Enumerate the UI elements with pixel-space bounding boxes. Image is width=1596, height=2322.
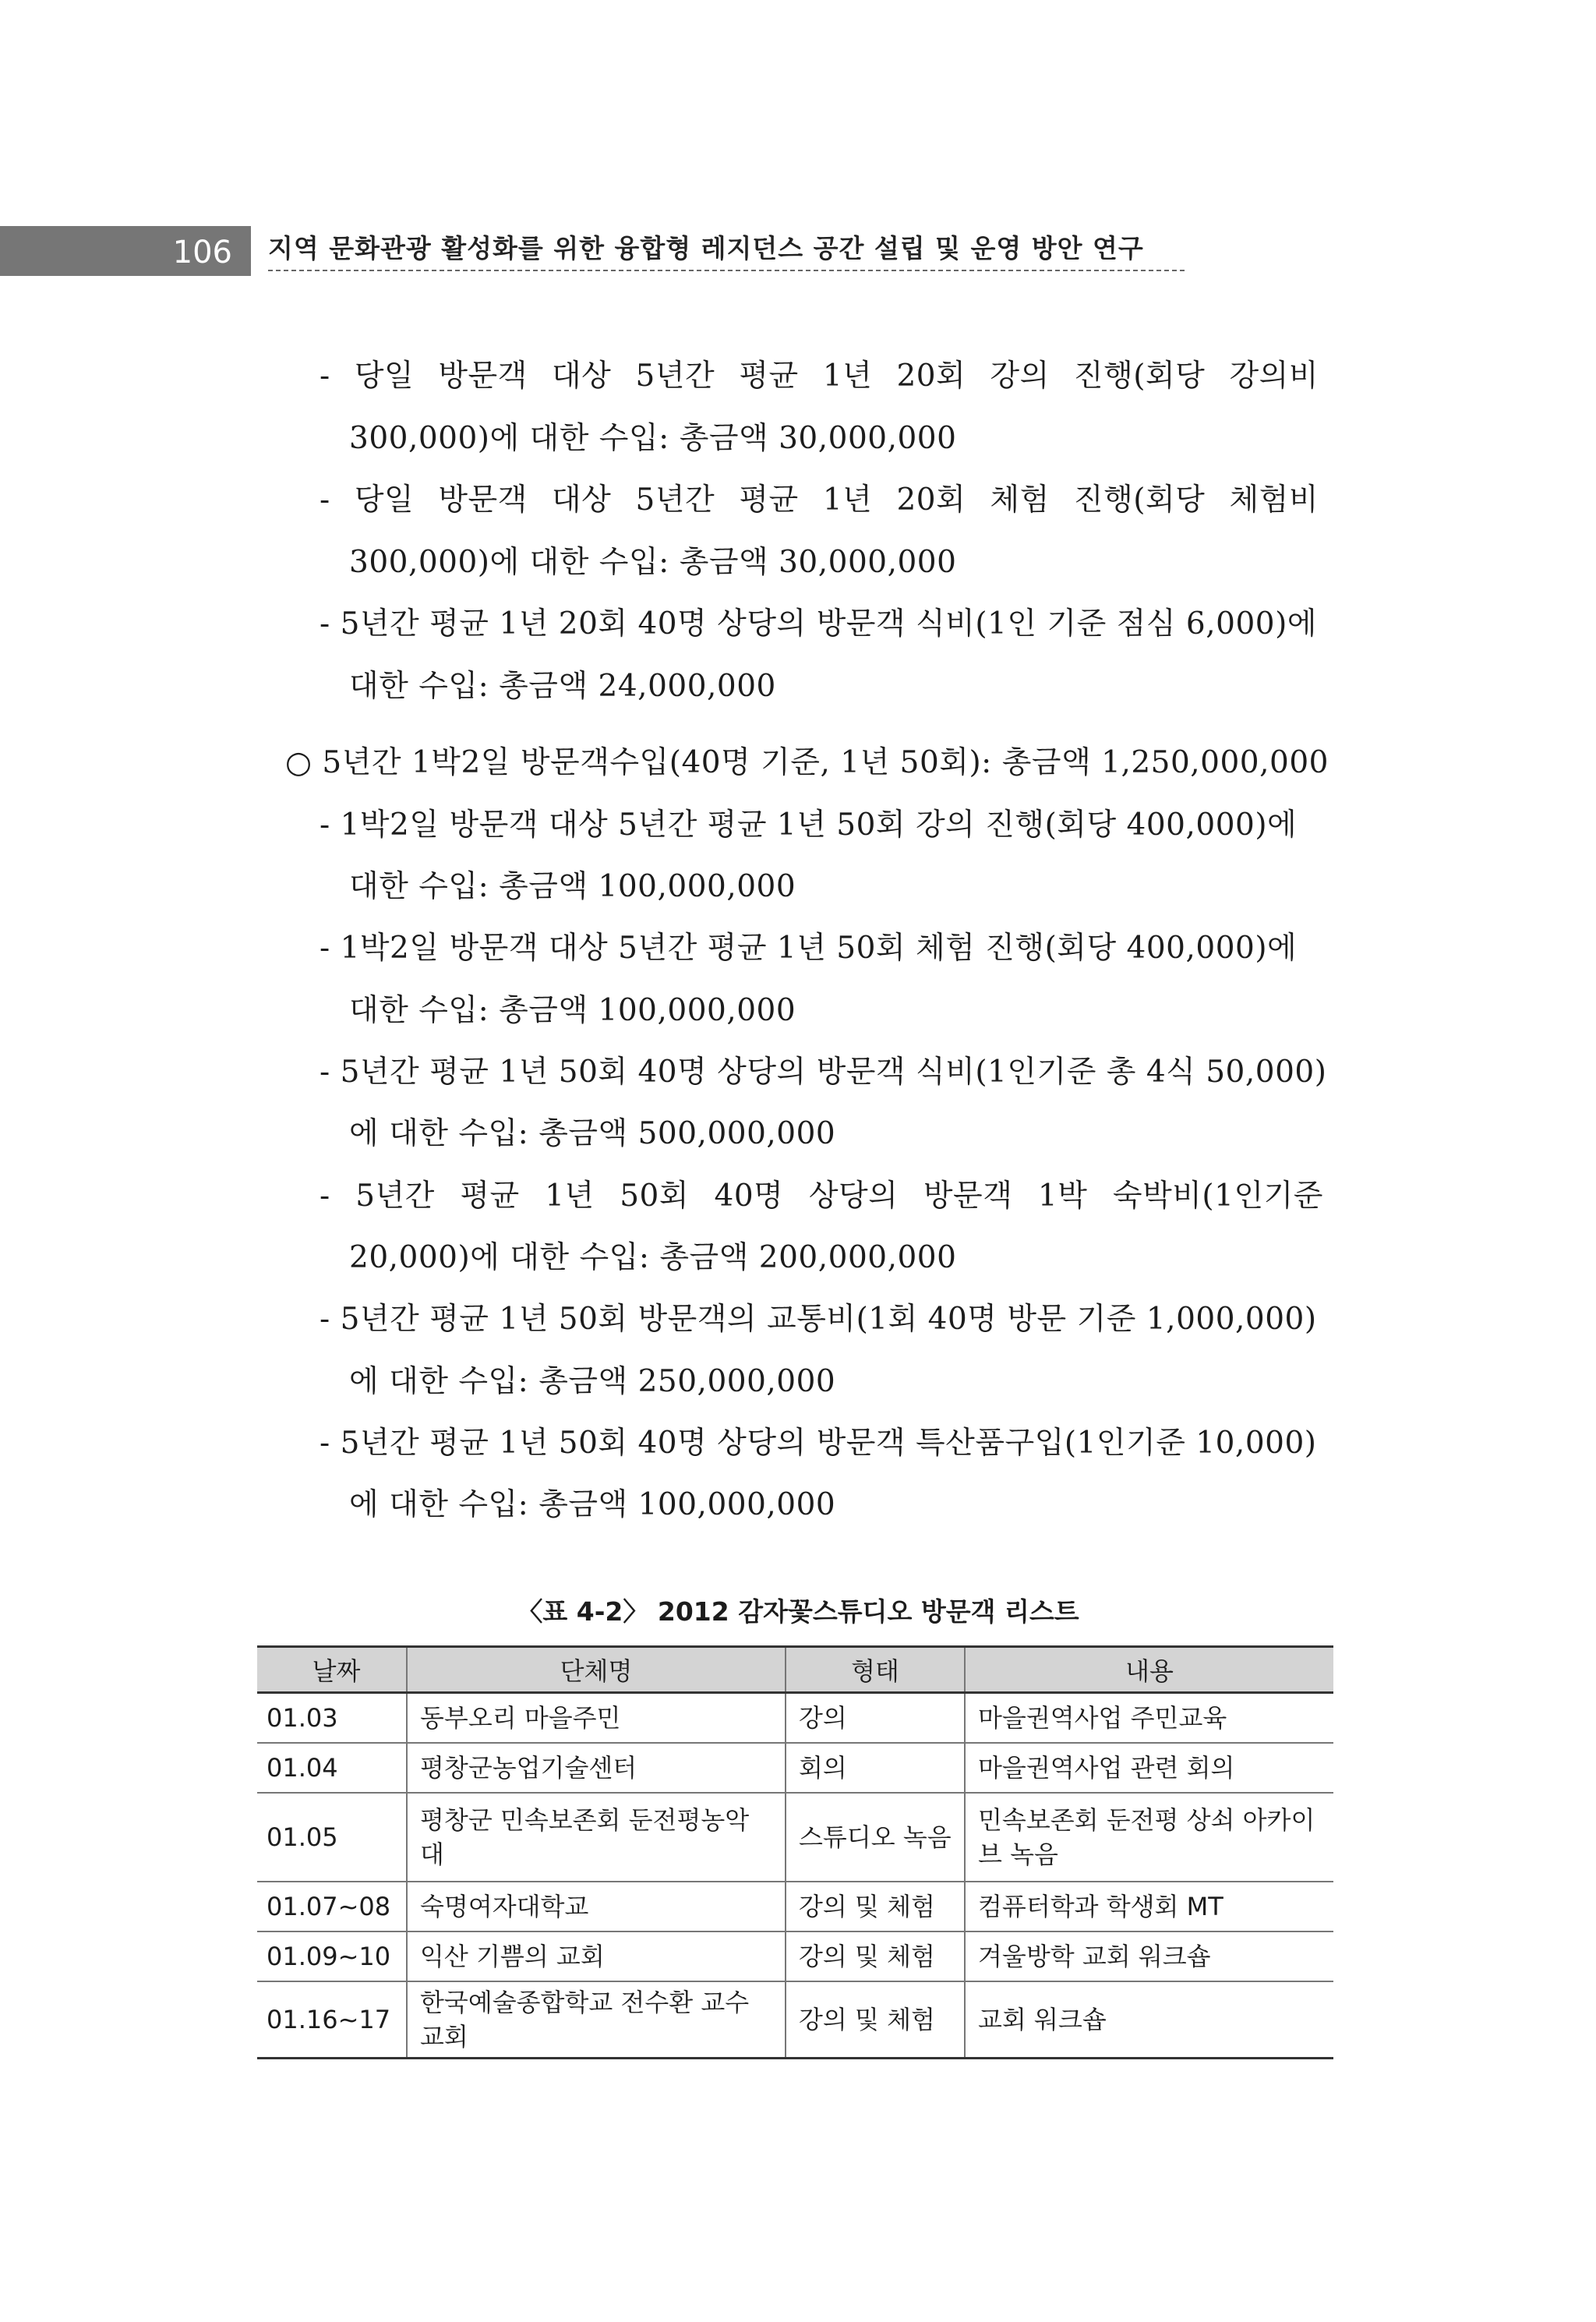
cell-content: 민속보존회 둔전평 상쇠 아카이브 녹음 (965, 1793, 1333, 1882)
bullet-line-5: - 5년간 평균 1년 20회 40명 상당의 방문객 식비(1인 기준 점심 6,000)에 (320, 606, 1317, 641)
cell-date: 01.09~10 (257, 1931, 407, 1981)
header-group: 단체명 (407, 1647, 786, 1693)
cell-date: 01.07~08 (257, 1882, 407, 1931)
cell-type: 강의 및 체험 (786, 1882, 965, 1931)
cell-type: 강의 및 체험 (786, 1981, 965, 2059)
cell-type: 강의 (786, 1693, 965, 1744)
cell-group: 숙명여자대학교 (407, 1882, 786, 1931)
header-type: 형태 (786, 1647, 965, 1693)
bullet-line-19: 에 대한 수입: 총금액 100,000,000 (349, 1487, 836, 1522)
cell-date: 01.04 (257, 1743, 407, 1793)
visitor-table (257, 1645, 1333, 2059)
bullet-line-15: 20,000)에 대한 수입: 총금액 200,000,000 (349, 1240, 957, 1275)
bullet-line-10: - 1박2일 방문객 대상 5년간 평균 1년 50회 체험 진행(회당 400,000)에 (320, 931, 1298, 966)
bullet-line-8: - 1박2일 방문객 대상 5년간 평균 1년 50회 강의 진행(회당 400,000)에 (320, 808, 1298, 843)
bullet-line-12: - 5년간 평균 1년 50회 40명 상당의 방문객 식비(1인기준 총 4식 50,000) (320, 1055, 1327, 1090)
bullet-line-11: 대한 수입: 총금액 100,000,000 (349, 993, 796, 1028)
bullet-line-14: - 5년간 평균 1년 50회 40명 상당의 방문객 1박 숙박비(1인기준 (320, 1179, 1323, 1214)
cell-group: 동부오리 마을주민 (407, 1693, 786, 1744)
cell-type: 강의 및 체험 (786, 1931, 965, 1981)
running-title: 지역 문화관광 활성화를 위한 융합형 레지던스 공간 설립 및 운영 방안 연구 (268, 231, 1185, 271)
table-row (257, 1743, 1333, 1793)
cell-date: 01.16~17 (257, 1981, 407, 2059)
cell-group: 평창군농업기술센터 (407, 1743, 786, 1793)
table-row (257, 1693, 1333, 1744)
cell-content: 마을권역사업 주민교육 (965, 1693, 1333, 1744)
cell-group: 한국예술종합학교 전수환 교수 교회 (407, 1981, 786, 2059)
table-header-row (257, 1647, 1333, 1693)
table-caption: 〈표 4-2〉 2012 감자꽃스튜디오 방문객 리스트 (517, 1596, 1079, 1627)
bullet-line-9: 대한 수입: 총금액 100,000,000 (349, 869, 796, 904)
cell-content: 마을권역사업 관련 회의 (965, 1743, 1333, 1793)
bullet-line-13: 에 대한 수입: 총금액 500,000,000 (349, 1116, 836, 1151)
table-row (257, 1931, 1333, 1981)
table-row (257, 1793, 1333, 1882)
cell-content: 겨울방학 교회 워크숍 (965, 1931, 1333, 1981)
bullet-line-3: - 당일 방문객 대상 5년간 평균 1년 20회 체험 진행(회당 체험비 (320, 482, 1319, 518)
section-line-7: ○ 5년간 1박2일 방문객수입(40명 기준, 1년 50회): 총금액 1,250,000,000 (285, 745, 1329, 780)
header-content: 내용 (965, 1647, 1333, 1693)
bullet-line-2: 300,000)에 대한 수입: 총금액 30,000,000 (349, 421, 957, 456)
cell-content: 교회 워크숍 (965, 1981, 1333, 2059)
cell-type: 스튜디오 녹음 (786, 1793, 965, 1882)
bullet-line-18: - 5년간 평균 1년 50회 40명 상당의 방문객 특산품구입(1인기준 10,000) (320, 1426, 1317, 1461)
cell-date: 01.03 (257, 1693, 407, 1744)
cell-type: 회의 (786, 1743, 965, 1793)
cell-date: 01.05 (257, 1793, 407, 1882)
table-row (257, 1981, 1333, 2059)
table-row (257, 1882, 1333, 1931)
bullet-line-17: 에 대한 수입: 총금액 250,000,000 (349, 1364, 836, 1399)
bullet-line-4: 300,000)에 대한 수입: 총금액 30,000,000 (349, 545, 957, 580)
bullet-line-16: - 5년간 평균 1년 50회 방문객의 교통비(1회 40명 방문 기준 1,000,000) (320, 1302, 1317, 1337)
header-date: 날짜 (257, 1647, 407, 1693)
bullet-line-1: - 당일 방문객 대상 5년간 평균 1년 20회 강의 진행(회당 강의비 (320, 359, 1319, 394)
cell-group: 평창군 민속보존회 둔전평농악대 (407, 1793, 786, 1882)
cell-group: 익산 기쁨의 교회 (407, 1931, 786, 1981)
cell-content: 컴퓨터학과 학생회 MT (965, 1882, 1333, 1931)
page-number: 106 (0, 226, 251, 276)
bullet-line-6: 대한 수입: 총금액 24,000,000 (349, 669, 776, 704)
